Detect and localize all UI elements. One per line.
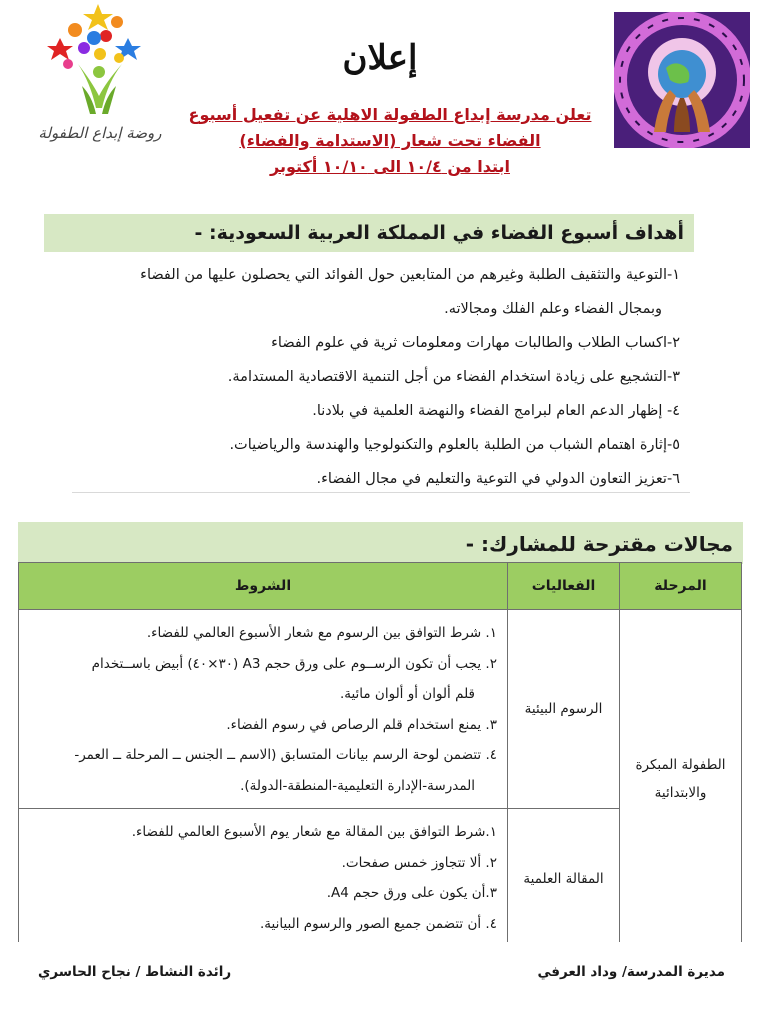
svg-text:روضة إبداع الطفولة: روضة إبداع الطفولة <box>38 124 162 142</box>
condition-item: ٣. يمنع استخدام قلم الرصاص في رسوم الفضاء. <box>226 716 497 733</box>
announcement-line-2: الفضاء تحت شعار (الاستدامة والفضاء) <box>239 131 541 150</box>
fields-table <box>18 562 742 949</box>
activity-lead-signature: رائدة النشاط / نجاح الحاسري <box>38 964 232 980</box>
announcement-line-1: تعلن مدرسة إبداع الطفولة الاهلية عن تفعيل أسبوع <box>188 105 592 124</box>
condition-item-continuation: المدرسة-الإدارة التعليمية-المنطقة-الدولة). <box>240 777 475 794</box>
announcement <box>180 102 600 180</box>
goal-item: ٢-اكساب الطلاب والطالبات مهارات ومعلومات ثرية في علوم الفضاء <box>271 335 680 351</box>
stage-cell: الطفولة المبكرة والابتدائية <box>620 610 742 949</box>
goal-item: ٥-إثارة اهتمام الشباب من الطلبة بالعلوم والتكنولوجيا والهندسة والرياضيات. <box>229 437 680 453</box>
goal-item: ٤- إظهار الدعم العام لبرامج الفضاء والنهضة العلمية في بلادنا. <box>312 403 680 419</box>
condition-item: ٤. أن تتضمن جميع الصور والرسوم البيانية. <box>259 915 497 932</box>
goals-list <box>60 258 680 496</box>
condition-item: ١.شرط التوافق بين المقالة مع شعار يوم الأسبوع العالمي للفضاء. <box>131 824 497 840</box>
condition-item-continuation: قلم ألوان أو ألوان مائية. <box>339 686 475 702</box>
kindergarten-logo <box>20 4 180 154</box>
activity-cell: الرسوم البيئية <box>508 610 620 809</box>
principal-signature: مديرة المدرسة/ وداد العرفي <box>537 964 725 980</box>
column-header-stage: المرحلة <box>620 563 742 610</box>
condition-item: ١. شرط التوافق بين الرسوم مع شعار الأسبوع العالمي للفضاء. <box>146 625 497 641</box>
goal-item: ٦-تعزيز التعاون الدولي في التوعية والتعليم في مجال الفضاء. <box>316 471 680 487</box>
announcement-line-3: ابتدا من ١٠/٤ الى ١٠/١٠ أكتوبر <box>270 157 510 176</box>
fields-heading: مجالات مقترحة للمشارك: - <box>18 522 743 564</box>
table-row <box>19 610 742 809</box>
condition-item: ٢. يجب أن تكون الرســوم على ورق حجم A3 (٣٠×٤٠) أبيض باســتخدام <box>91 655 497 672</box>
goal-item: ٣-التشجيع على زيادة استخدام الفضاء من أجل التنمية الاقتصادية المستدامة. <box>227 369 680 385</box>
condition-item: ٣.أن يكون على ورق حجم A4. <box>326 885 497 901</box>
page-title: إعلان <box>342 38 418 78</box>
divider <box>72 492 690 493</box>
column-header-conditions: الشروط <box>19 563 508 610</box>
goals-heading: أهداف أسبوع الفضاء في المملكة العربية السعودية: - <box>44 214 694 252</box>
page-bottom-margin <box>0 942 761 1024</box>
condition-item: ٢. ألا تتجاوز خمس صفحات. <box>341 854 497 871</box>
conditions-cell <box>19 809 508 949</box>
conditions-cell <box>19 610 508 809</box>
space-week-emblem <box>614 12 750 148</box>
column-header-activities: الفعاليات <box>508 563 620 610</box>
goal-item: ١-التوعية والتثقيف الطلبة وغيرهم من المتابعين حول الفوائد التي يحصلون عليها من الفضاء <box>140 267 680 283</box>
condition-item: ٤. تتضمن لوحة الرسم بيانات المتسابق (الاسم ــ الجنس ــ المرحلة ــ العمر- <box>74 747 497 763</box>
logo-text <box>38 124 162 142</box>
table-header-row <box>19 563 742 610</box>
activity-cell: المقالة العلمية <box>508 809 620 949</box>
goal-item-continuation: وبمجال الفضاء وعلم الفلك ومجالاته. <box>444 301 662 317</box>
